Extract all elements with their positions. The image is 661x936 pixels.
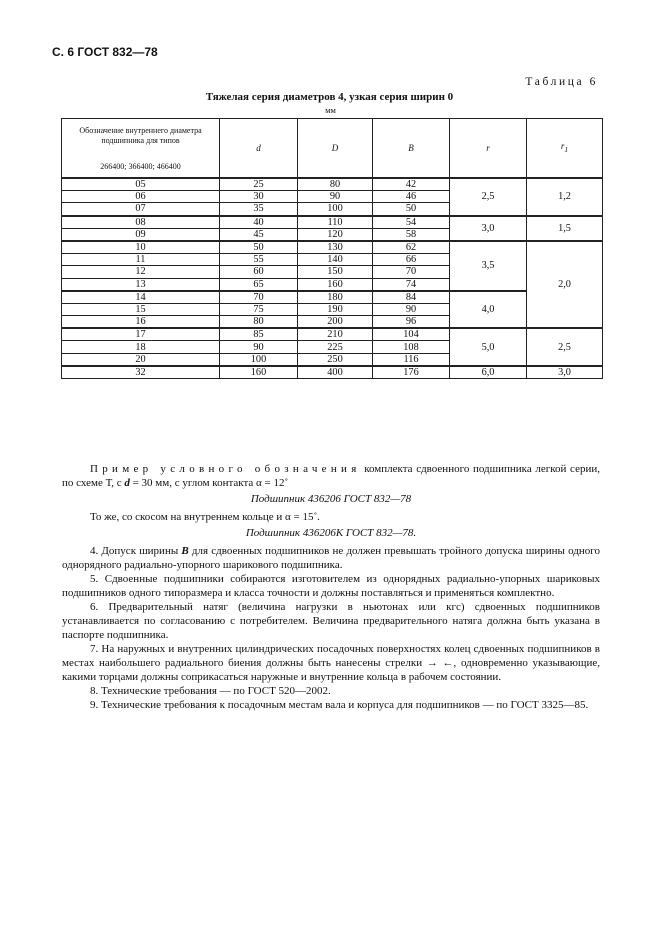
table-row	[62, 291, 603, 304]
cell-B: 70	[373, 266, 450, 278]
cell-D: 80	[298, 178, 373, 191]
cell-r1: 2,0	[527, 241, 603, 328]
cell-B: 176	[373, 366, 450, 379]
cell-id: 15	[62, 303, 220, 315]
col-header-D: D	[298, 119, 373, 179]
cell-r1: 1,5	[527, 216, 603, 241]
table-header-row	[62, 119, 603, 179]
cell-r: 4,0	[450, 291, 527, 329]
cell-id: 17	[62, 328, 220, 341]
cell-r1: 2,5	[527, 328, 603, 366]
cell-id: 08	[62, 216, 220, 229]
example-text: комплекта сдвоенного подшипника легкой серии, по схеме Т, с	[62, 463, 600, 489]
cell-B: 42	[373, 178, 450, 191]
paragraph-7: 7. На наружных и внутренних цилиндрических посадочных поверхностях колец сдвоенных подшипников в местах наибольшего радиального биения должны быть нанесены стрелки → ←, одновременно указывающие, какими торцами должны соприкасаться наружные и внутренние кольца в рабочем состоянии.	[62, 643, 600, 683]
cell-id: 13	[62, 278, 220, 291]
cell-d: 40	[220, 216, 298, 229]
table-row	[62, 366, 603, 379]
cell-B: 84	[373, 291, 450, 304]
paragraph-9: 9. Технические требования к посадочным местам вала и корпуса для подшипников — по ГОСТ 3325—85.	[90, 699, 589, 711]
cell-d: 45	[220, 228, 298, 241]
cell-r1: 1,2	[527, 178, 603, 216]
cell-D: 150	[298, 266, 373, 278]
col-header-B: B	[373, 119, 450, 179]
cell-r: 5,0	[450, 328, 527, 366]
cell-d: 25	[220, 178, 298, 191]
cell-d: 30	[220, 191, 298, 203]
table-caption	[0, 91, 661, 103]
col-header-r1-sub: 1	[564, 144, 569, 154]
cell-D: 225	[298, 341, 373, 353]
table-caption-text: Тяжелая серия диаметров 4, узкая серия ширин 0	[205, 91, 454, 103]
cell-D: 180	[298, 291, 373, 304]
cell-id: 09	[62, 228, 220, 241]
cell-B: 104	[373, 328, 450, 341]
cell-B: 96	[373, 316, 450, 329]
same-with-paragraph: То же, со скосом на внутреннем кольце и α = 15˚.	[90, 511, 320, 523]
cell-D: 190	[298, 303, 373, 315]
cell-D: 210	[298, 328, 373, 341]
cell-d: 100	[220, 353, 298, 366]
cell-d: 60	[220, 266, 298, 278]
cell-B: 116	[373, 353, 450, 366]
cell-id: 20	[62, 353, 220, 366]
cell-r: 3,5	[450, 241, 527, 291]
cell-d: 50	[220, 241, 298, 254]
cell-id: 10	[62, 241, 220, 254]
cell-r: 6,0	[450, 366, 527, 379]
table-number: Таблица 6	[525, 76, 598, 88]
cell-B: 50	[373, 203, 450, 216]
example-tail: = 30 мм, с углом контакта α = 12˚	[129, 477, 289, 489]
cell-id: 18	[62, 341, 220, 353]
cell-id: 14	[62, 291, 220, 304]
cell-D: 200	[298, 316, 373, 329]
example-label: Пример условного обозначения	[90, 463, 361, 475]
cell-B: 66	[373, 254, 450, 266]
cell-r: 3,0	[450, 216, 527, 241]
cell-d: 160	[220, 366, 298, 379]
cell-d: 90	[220, 341, 298, 353]
table-row	[62, 216, 603, 229]
cell-id: 06	[62, 191, 220, 203]
cell-D: 250	[298, 353, 373, 366]
cell-id: 32	[62, 366, 220, 379]
cell-B: 74	[373, 278, 450, 291]
table-unit: мм	[325, 105, 336, 115]
example-paragraph	[62, 462, 600, 490]
paragraph-4-end: для сдвоенных подшипников не должен превышать тройного допуска ширины одного однорядного радиально-упорного шарикового подшипника.	[62, 545, 601, 571]
paragraph-6: 6. Предварительный натяг (величина нагрузки в ньютонах или кгс) сдвоенных подшипников устанавливается по согласованию с потребителем. Величина предварительного натяга должна быть указана в паспорте подшипника.	[62, 601, 600, 641]
col-header-r1-main: r	[560, 141, 565, 152]
paragraph-4-symbol: B	[181, 545, 189, 557]
cell-r: 2,5	[450, 178, 527, 216]
cell-D: 130	[298, 241, 373, 254]
paragraph-5: 5. Сдвоенные подшипники собираются изготовителем из однорядных радиально-упорных шариковых подшипников одного типоразмера и класса точности и должны поставляться и применяться комплектно.	[62, 573, 600, 599]
example-d: d	[124, 477, 130, 489]
cell-d: 75	[220, 303, 298, 315]
cell-d: 35	[220, 203, 298, 216]
cell-d: 85	[220, 328, 298, 341]
paragraph-4	[62, 544, 600, 572]
cell-r1: 3,0	[527, 366, 603, 379]
designation-header	[62, 119, 220, 179]
cell-d: 80	[220, 316, 298, 329]
cell-B: 108	[373, 341, 450, 353]
cell-D: 90	[298, 191, 373, 203]
col-header-d: d	[220, 119, 298, 179]
dimensions-table	[61, 118, 603, 379]
cell-D: 400	[298, 366, 373, 379]
cell-D: 110	[298, 216, 373, 229]
cell-id: 16	[62, 316, 220, 329]
cell-id: 07	[62, 203, 220, 216]
cell-D: 160	[298, 278, 373, 291]
cell-D: 120	[298, 228, 373, 241]
cell-B: 46	[373, 191, 450, 203]
cell-d: 55	[220, 254, 298, 266]
cell-id: 12	[62, 266, 220, 278]
cell-D: 100	[298, 203, 373, 216]
table-row	[62, 241, 603, 254]
designation-header-text: Обозначение внутреннего диаметра подшипника для типов	[79, 126, 202, 145]
cell-id: 11	[62, 254, 220, 266]
designation-example-2: Подшипник 436206К ГОСТ 832—78.	[245, 527, 417, 539]
cell-D: 140	[298, 254, 373, 266]
cell-d: 65	[220, 278, 298, 291]
cell-B: 54	[373, 216, 450, 229]
paragraph-4-start: 4. Допуск ширины	[90, 545, 182, 557]
cell-id: 05	[62, 178, 220, 191]
designation-example-1: Подшипник 436206 ГОСТ 832—78	[250, 493, 412, 505]
cell-B: 58	[373, 228, 450, 241]
body-text	[62, 462, 600, 712]
page-header: С. 6 ГОСТ 832—78	[52, 45, 158, 59]
cell-B: 90	[373, 303, 450, 315]
col-header-r1	[527, 119, 603, 179]
col-header-r: r	[450, 119, 527, 179]
table-row	[62, 328, 603, 341]
cell-d: 70	[220, 291, 298, 304]
paragraph-8: 8. Технические требования — по ГОСТ 520—2002.	[90, 685, 331, 697]
table-row	[62, 178, 603, 191]
designation-types: 266400; 366400; 466400	[100, 162, 181, 171]
cell-B: 62	[373, 241, 450, 254]
